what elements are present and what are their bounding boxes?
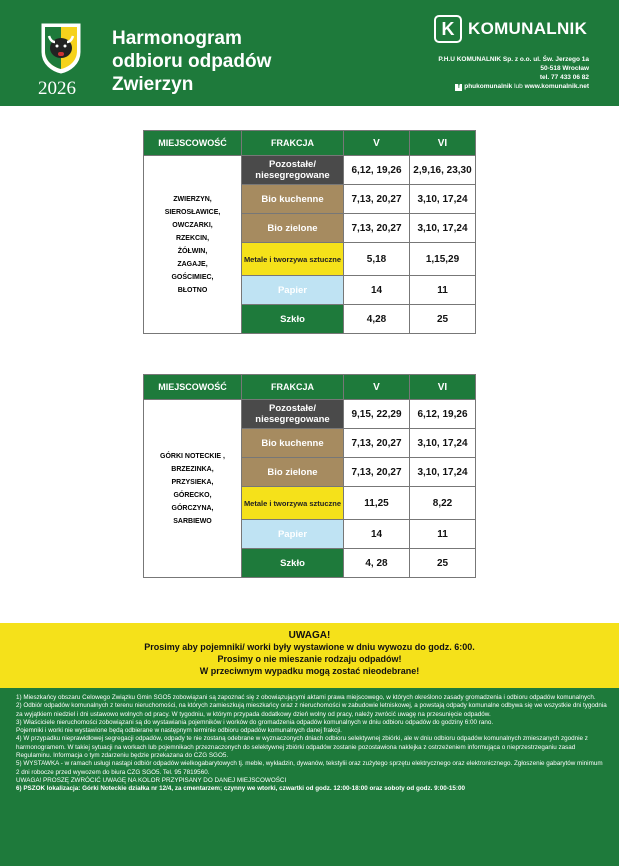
date-cell: 1,15,29	[410, 243, 476, 276]
company-address: P.H.U KOMUNALNIK Sp. z o.o. ul. Św. Jerzego 1a 50-518 Wrocław tel. 77 433 06 82 f phukomunalnik lub www.komunalnik.net	[438, 56, 589, 90]
date-cell: 3,10, 17,24	[410, 214, 476, 243]
fraction-metal: Metale i tworzywa sztuczne	[242, 243, 344, 276]
month-header-v: V	[344, 375, 410, 400]
footer-paragraph: 4) W przypadku nieprawidłowej segregacji odpadów, odpady te nie zostaną odebrane w wyznaczonych dniach odbioru selektywnej zbiórki, ale w dniu odbioru odpadów komunalnych zmieszanych zgodnie z harmonogramem. W takiej sytuacji na workach lub pojemnikach przeznaczonych do selektywnej zbiórki odpadów zostanie pozostawiona naklejka z ostrzeżeniem informująca o nieprzestrzeganiu zasad Regulaminu. Informacja o tym zdarzeniu będzie przekazana do CZG SGO5.	[16, 735, 588, 760]
month-header-vi: VI	[410, 131, 476, 156]
fraction-mixed: Pozostałe/ niesegregowane	[242, 156, 344, 185]
footer-paragraph: 5) WYSTAWKA - w ramach usługi nastąpi odbiór odpadów wielkogabarytowych tj. meble, wykładzin, dywanów, tekstylii oraz zużytego sprzętu elektrycznego oraz elektronicznego. Zgłoszenie gabarytów minimum 2 dni robocze przed wywozem do biura CZG SGO5. Tel. 95 7819560.	[16, 760, 603, 776]
website-link[interactable]: www.komunalnik.net	[524, 83, 589, 90]
header	[0, 0, 619, 106]
date-cell: 8,22	[410, 487, 476, 520]
date-cell: 9,15, 22,29	[344, 400, 410, 429]
fraction-bio-kitchen: Bio kuchenne	[242, 429, 344, 458]
notice-line: W przeciwnym wypadku mogą zostać nieodebrane!	[199, 666, 420, 676]
date-cell: 6,12, 19,26	[410, 400, 476, 429]
notice-title: UWAGA!	[288, 630, 331, 641]
date-cell: 25	[410, 305, 476, 334]
date-cell: 4, 28	[344, 549, 410, 578]
facebook-icon: f	[455, 84, 462, 91]
date-cell: 5,18	[344, 243, 410, 276]
footer-paragraph: 6) PSZOK lokalizacja: Górki Noteckie działka nr 12/4, za cmentarzem; czynny we wtorki, czwartki od godz. 12:00-18:00 oraz soboty od godz. 9:00-15:00	[16, 785, 465, 793]
footer-paragraph: 2) Odbiór odpadów komunalnych z terenu nieruchomości, na których zamieszkują mieszkańcy oraz z nieruchomości w zabudowie letniskowej, a powstają odpady komunalne odbywa się we wszystkie dni tygodnia za wyjątkiem niedziel i dni ustawowo wolnych od pracy. W tygodniu, w którym przypada dodatkowy dzień wolny od pracy, należy zwrócić uwagę na przesunięcie odpadów.	[16, 702, 607, 718]
fraction-glass: Szkło	[242, 549, 344, 578]
date-cell: 7,13, 20,27	[344, 214, 410, 243]
schedule-table-2	[143, 374, 476, 578]
date-cell: 11,25	[344, 487, 410, 520]
date-cell: 7,13, 20,27	[344, 429, 410, 458]
fraction-header: FRAKCJA	[242, 375, 344, 400]
month-header-v: V	[344, 131, 410, 156]
date-cell: 7,13, 20,27	[344, 458, 410, 487]
notice-line: Prosimy o nie mieszanie rodzaju odpadów!	[217, 654, 402, 664]
komunalnik-logo-mark-icon: K	[434, 15, 462, 43]
date-cell: 11	[410, 520, 476, 549]
fraction-metal: Metale i tworzywa sztuczne	[242, 487, 344, 520]
notice-banner	[0, 623, 619, 688]
towns-header: MIEJSCOWOŚĆ	[144, 375, 242, 400]
notice-line: Prosimy aby pojemniki/ worki były wystawione w dniu wywozu do godz. 6:00.	[144, 642, 475, 652]
footer-paragraph: Pojemniki i worki nie wystawione będą odbierane w następnym terminie odbioru odpadów komunalnych danej frakcji.	[16, 727, 342, 735]
towns-list: GÓRKI NOTECKIE , BRZEZINKA, PRZYSIEKA, GÓRECKO, GÓRCZYNA, SARBIEWO	[144, 400, 242, 578]
date-cell: 3,10, 17,24	[410, 458, 476, 487]
date-cell: 7,13, 20,27	[344, 185, 410, 214]
footer-paragraph: UWAGA! PROSZĘ ZWRÓCIĆ UWAGĘ NA KOLOR PRZYPISANY DO DANEJ MIEJSCOWOŚCI	[16, 776, 287, 784]
company-name: KOMUNALNIK	[468, 19, 588, 38]
fraction-bio-kitchen: Bio kuchenne	[242, 185, 344, 214]
fraction-paper: Papier	[242, 276, 344, 305]
fraction-bio-green: Bio zielone	[242, 214, 344, 243]
date-cell: 14	[344, 276, 410, 305]
date-cell: 3,10, 17,24	[410, 429, 476, 458]
month-header-vi: VI	[410, 375, 476, 400]
fraction-bio-green: Bio zielone	[242, 458, 344, 487]
fraction-header: FRAKCJA	[242, 131, 344, 156]
date-cell: 2,9,16, 23,30	[410, 156, 476, 185]
date-cell: 3,10, 17,24	[410, 185, 476, 214]
date-cell: 11	[410, 276, 476, 305]
towns-header: MIEJSCOWOŚĆ	[144, 131, 242, 156]
social-handle: phukomunalnik	[464, 83, 513, 90]
schedule-table-1	[143, 130, 476, 334]
footer-paragraph: 1) Mieszkańcy obszaru Celowego Związku Gmin SGO5 zobowiązani są zapoznać się z obowiązującymi aktami prawa miejscowego, w których określono zasady gromadzenia i odbioru odpadów komunalnych.	[16, 694, 596, 701]
company-logo	[434, 15, 587, 43]
fraction-paper: Papier	[242, 520, 344, 549]
footer-paragraph: 3) Właściciele nieruchomości zobowiązani są do wystawiania pojemników i worków do gromadzenia odpadów komunalnych w dniu odbioru odpadów do godziny 6:00 rano.	[16, 718, 494, 726]
coat-of-arms-icon	[40, 22, 82, 74]
date-cell: 14	[344, 520, 410, 549]
fraction-mixed: Pozostałe/ niesegregowane	[242, 400, 344, 429]
date-cell: 4,28	[344, 305, 410, 334]
year-label: 2026	[38, 78, 76, 99]
date-cell: 25	[410, 549, 476, 578]
date-cell: 6,12, 19,26	[344, 156, 410, 185]
fraction-glass: Szkło	[242, 305, 344, 334]
footer-info	[0, 688, 619, 866]
towns-list: ZWIERZYN, SIEROSŁAWICE, OWCZARKI, RZEKCIN, ŻÓŁWIN, ZAGAJE, GOŚCIMIEC, BŁOTNO	[144, 156, 242, 334]
page-title: Harmonogram odbioru odpadów Zwierzyn	[112, 28, 272, 95]
